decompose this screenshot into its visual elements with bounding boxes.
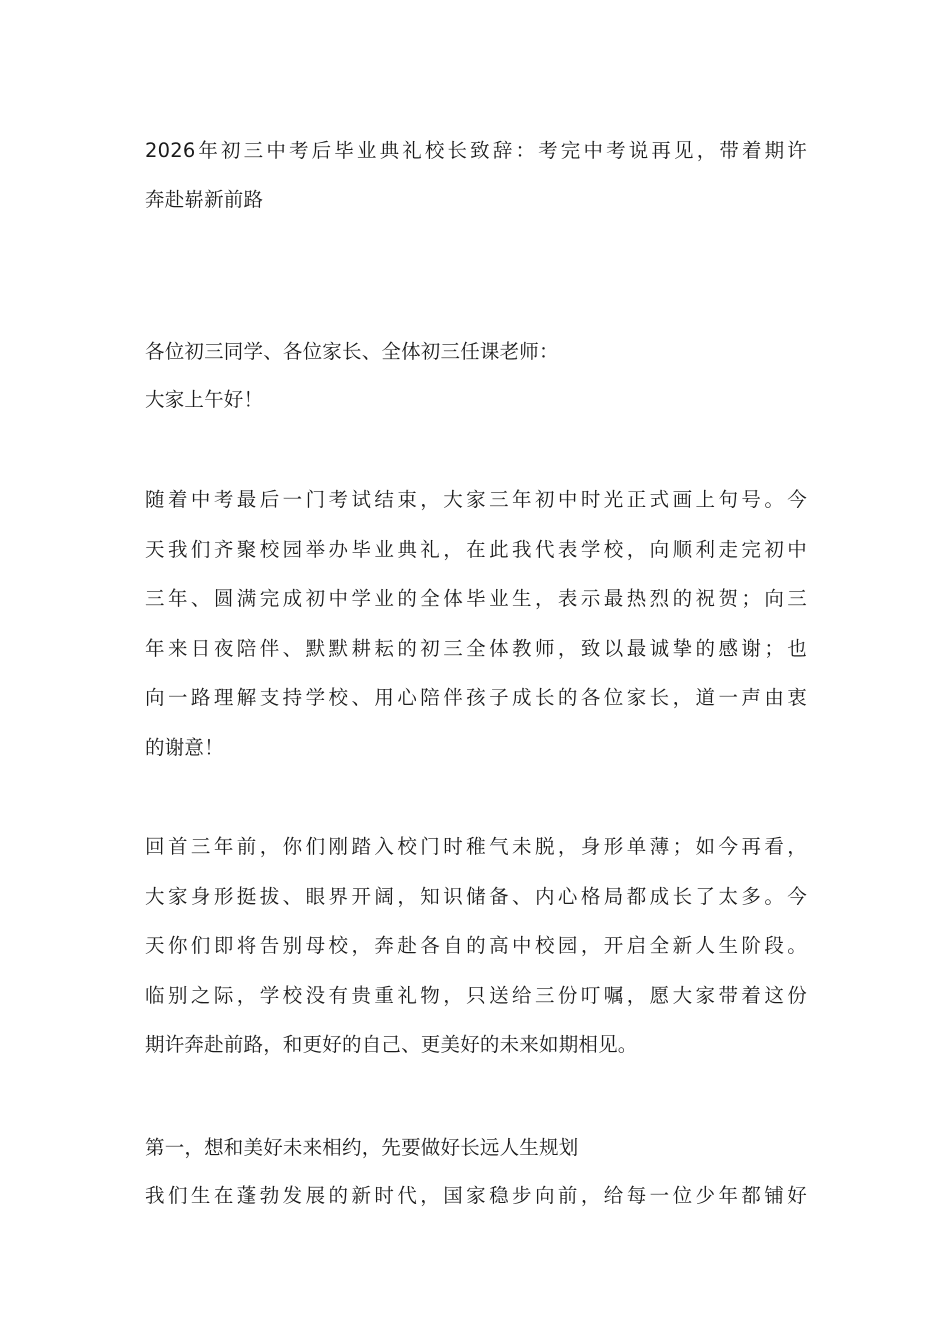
paragraph-2-line-3: 天你们即将告别母校，奔赴各自的高中校园，开启全新人生阶段。 <box>145 934 807 957</box>
paragraph-1-line-6: 的谢意！ <box>145 736 224 759</box>
paragraph-1-line-5: 向一路理解支持学校、用心陪伴孩子成长的各位家长，道一声由衷 <box>145 686 807 709</box>
paragraph-1-line-4: 年来日夜陪伴、默默耕耘的初三全体教师，致以最诚挚的感谢；也 <box>145 637 807 660</box>
section-1-line-1: 我们生在蓬勃发展的新时代，国家稳步向前，给每一位少年都铺好 <box>145 1184 807 1207</box>
paragraph-2-line-1: 回首三年前，你们刚踏入校门时稚气未脱，身形单薄；如今再看， <box>145 835 807 858</box>
greeting: 大家上午好！ <box>145 388 264 411</box>
paragraph-1-line-3: 三年、圆满完成初中学业的全体毕业生，表示最热烈的祝贺；向三 <box>145 587 807 610</box>
section-1-heading: 第一，想和美好未来相约，先要做好长远人生规划 <box>145 1136 579 1159</box>
paragraph-2-line-5: 期许奔赴前路，和更好的自己、更美好的未来如期相见。 <box>145 1033 638 1056</box>
paragraph-2-line-2: 大家身形挺拔、眼界开阔，知识储备、内心格局都成长了太多。今 <box>145 885 807 908</box>
paragraph-2-line-4: 临别之际，学校没有贵重礼物，只送给三份叮嘱，愿大家带着这份 <box>145 984 807 1007</box>
salutation: 各位初三同学、各位家长、全体初三任课老师： <box>145 340 559 363</box>
paragraph-1-line-2: 天我们齐聚校园举办毕业典礼，在此我代表学校，向顺利走完初中 <box>145 538 807 561</box>
paragraph-1-line-1: 随着中考最后一门考试结束，大家三年初中时光正式画上句号。今 <box>145 488 807 511</box>
document-title-line-1: 2026年初三中考后毕业典礼校长致辞：考完中考说再见，带着期许 <box>145 139 807 162</box>
document-title-line-2: 奔赴崭新前路 <box>145 188 264 211</box>
